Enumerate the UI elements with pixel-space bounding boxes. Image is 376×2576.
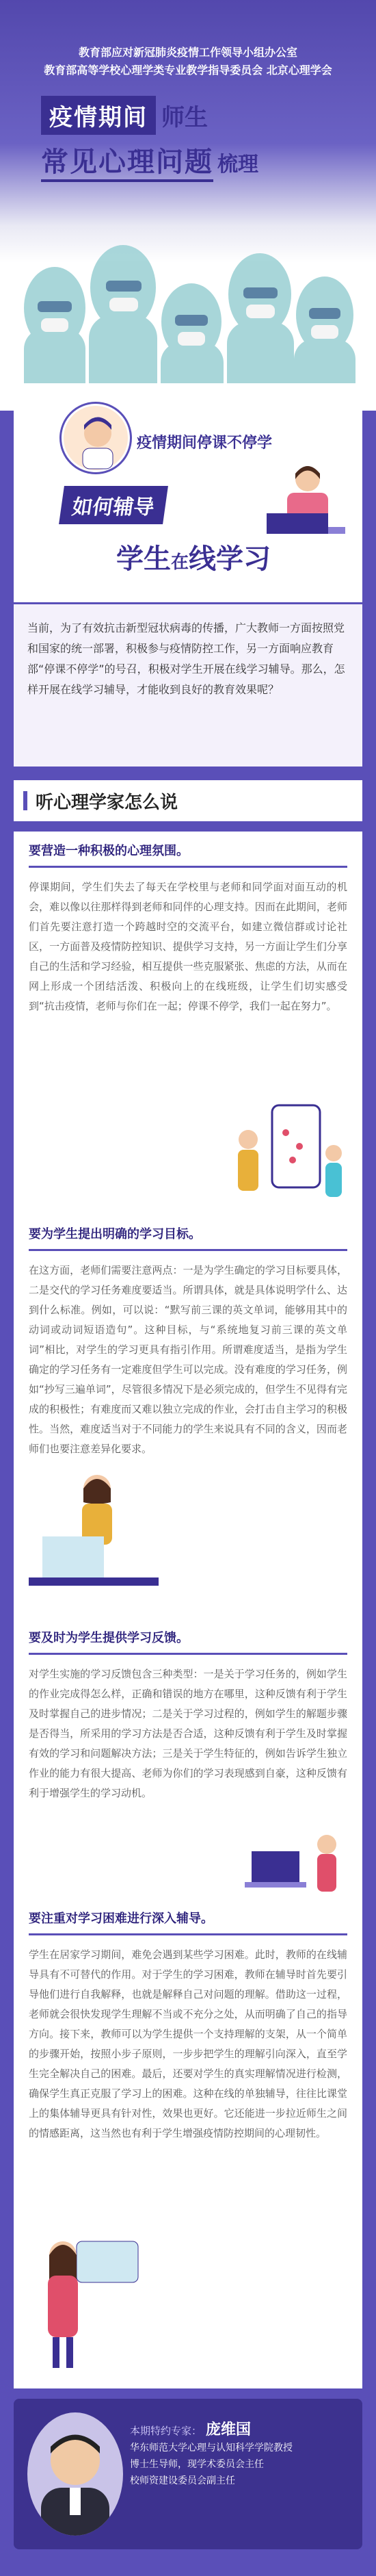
author-card	[14, 2399, 362, 2549]
intro-headline	[116, 537, 271, 576]
headline-part-2: 线学习	[189, 543, 271, 575]
laptop-feedback-illustration	[238, 1824, 347, 1899]
author-label: 本期特约专家：	[130, 2425, 202, 2437]
point-body: 在这方面，老师们需要注意两点：一是为学生确定的学习目标要具体，二是交代的学习任务难度要适当。所谓具体，就是具体说明学什么、达到什么标准。例如，可以说：“默写前三课的英文单词，能够用其中的动词或动词短语造句”。这种目标，与“系统地复习前三课的英文单词”相比，对学生的学习更具有指引作用。所谓难度适当，是指为学生确定的学习任务有一定难度但学生可以完成。没有难度的学习任务，例如“抄写三遍单词”，尽管很多情况下是必须完成的，但学生不见得有完成的积极性；有难度而又难以独立完成的作业，会打击自主学习的积极性。当然，难度适当对于不同能力的学生来说具有不同的含义，因而老师们也要注意差异化要求。	[29, 1264, 347, 1455]
intro-text: 当前，为了有效抗击新型冠状病毒的传播，广大教师一方面按照党和国家的统一部署，积极参与疫情防控工作，另一方面响应教育部“停课不停学”的号召，积极对学生开展在线学习辅导。那么，怎样开展在线学习辅导，才能收到良好的教育效果呢？	[27, 621, 345, 696]
phone-chat-illustration	[231, 1092, 347, 1208]
article-content	[14, 832, 362, 2388]
organizer-line-2: 教育部高等学校心理学类专业教学指导委员会 北京心理学会	[44, 64, 332, 77]
author-info	[130, 2422, 293, 2489]
intro-badge: 如何辅导	[59, 486, 168, 524]
teacher-avatar-icon	[62, 404, 130, 472]
point-title: 要及时为学生提供学习反馈。	[29, 1619, 347, 1655]
organizer-lines	[0, 0, 376, 79]
intro-tagline: 疫情期间停课不停学	[137, 435, 273, 452]
headline-part-1: 学生	[116, 543, 171, 575]
point-title: 要营造一种积极的心理氛围。	[29, 832, 347, 868]
point-3	[29, 1619, 347, 1899]
point-title: 要注重对学习困难进行深入辅导。	[29, 1899, 347, 1935]
intro-card	[14, 383, 362, 767]
point-body: 对学生实施的学习反馈包含三种类型：一是关于学习任务的，例如学生的作业完成得怎么样，正确和错误的地方在哪里，这种反馈有利于学生及时掌握自己的进步情况；二是关于学习过程的，例如学生的解题步骤是否得当，所采用的学习方法是否合适，这种反馈有利于学生及时掌握有效的学习和问题解决方法；三是关于学生特征的，例如告诉学生独立作业的能力有很大提高、老师为你们的学习表现感到自豪，这种反馈有利于增强学生的学习动机。	[29, 1668, 347, 1799]
title-rest: 师生	[161, 104, 208, 131]
section-heading	[14, 780, 362, 821]
point-title: 要为学生提出明确的学习目标。	[29, 1215, 347, 1251]
title-main: 常见心理问题	[41, 140, 213, 182]
point-4	[29, 1899, 347, 2378]
author-title-2: 博士生导师，现学术委员会主任	[130, 2459, 264, 2470]
point-2	[29, 1215, 347, 1619]
point-body: 停课期间，学生们失去了每天在学校里与老师和同学面对面互动的机会，难以像以往那样得到老师和同伴的心理支持。因而在此期间，老师们首先要注意打造一个跨越时空的交流平台，如建立微信群或讨论社区，一方面普及疫情防控知识、提供学习支持，另一方面让学生们分享自己的生活和学习经验，相互提供一些克服紧张、焦虑的方法，从而在网上形成一个团结活泼、积极向上的在线班级，让学生们切实感受到“抗击疫情，老师与你们在一起；停课不停学，我们一起在努力”。	[29, 881, 347, 1012]
student-desk-illustration	[29, 1461, 159, 1598]
teacher-standing-illustration	[29, 2221, 145, 2371]
intro-paragraph	[14, 602, 362, 767]
section-heading-text: 听心理学家怎么说	[36, 792, 178, 813]
heading-accent-bar	[23, 791, 27, 810]
page-title	[41, 96, 342, 182]
point-body: 学生在居家学习期间，难免会遇到某些学习困难。此时，教师的在线辅导具有不可替代的作用。对于学生的学习困难，教师在辅导时首先要引导他们进行自我解释，也就是解释自己对问题的理解。借助这一过程，老师就会很快发现学生理解不当或不充分之处，从而明确了自己的指导方向。接下来，教师可以为学生提供一个支持理解的支架，从一个简单的步骤开始，按照小步子原则，一步步把学生的理解引向深入，直至学生完全解决自己的困难。最后，还要对学生的真实理解情况进行检测，确保学生真正克服了学习上的困难。这种在线的单独辅导，往往比课堂上的集体辅导更具有针对性，效果也更好。它还能进一步拉近师生之间的情感距离，这当然也有利于学生增强疫情防控期间的心理韧性。	[29, 1948, 347, 2139]
title-highlight: 疫情期间	[41, 96, 156, 135]
author-photo	[27, 2412, 123, 2536]
hero-header	[0, 0, 376, 411]
title-suffix: 梳理	[217, 153, 258, 177]
organizer-line-1: 教育部应对新冠肺炎疫情工作领导小组办公室	[78, 46, 297, 59]
author-title-1: 华东师范大学心理与认知科学学院教授	[130, 2443, 293, 2453]
point-1	[29, 832, 347, 1215]
student-laptop-illustration	[260, 459, 349, 541]
author-name: 庞维国	[206, 2421, 252, 2438]
author-title-3: 校师资建设委员会副主任	[130, 2475, 235, 2486]
headline-part-mid: 在	[171, 552, 189, 573]
